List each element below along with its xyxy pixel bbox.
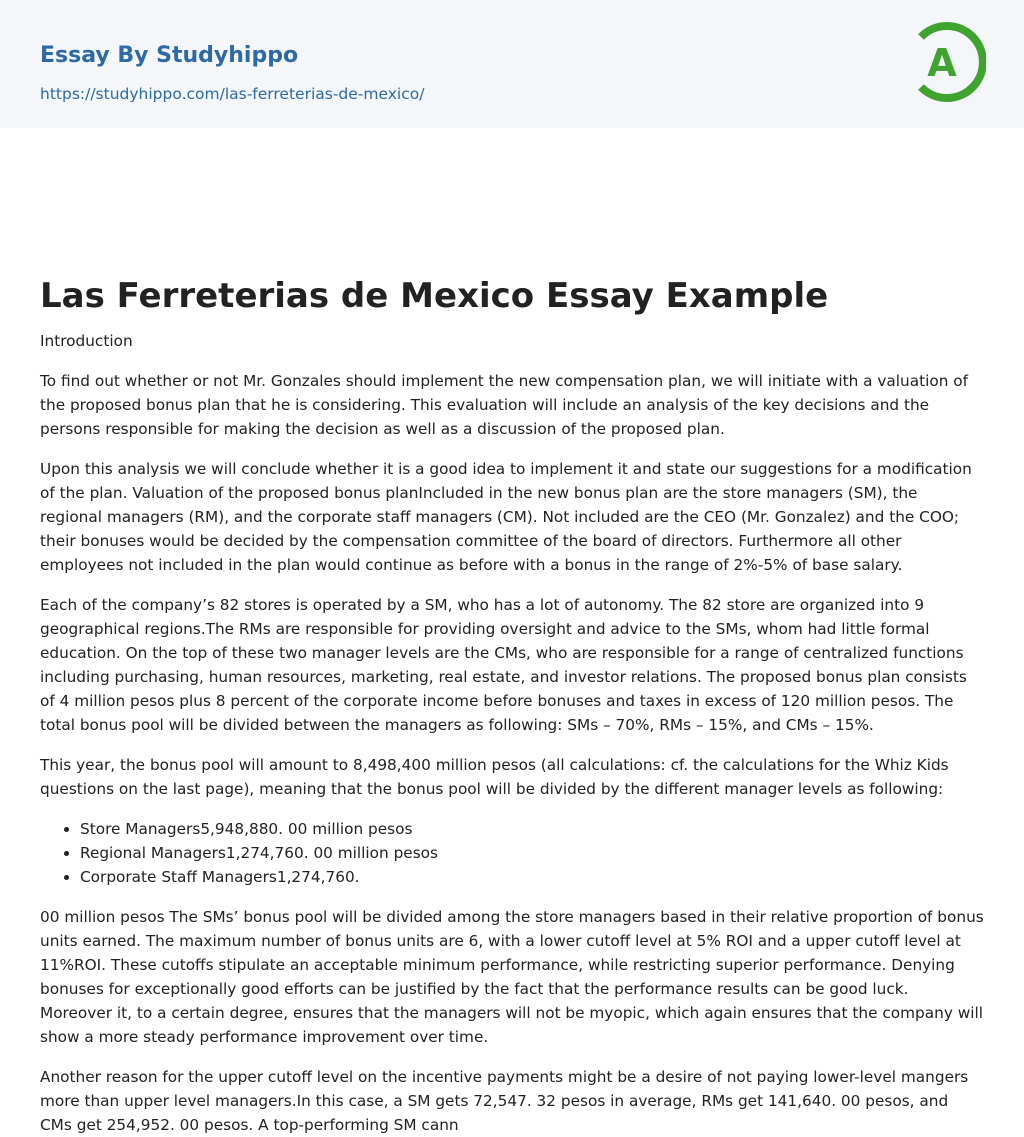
brand-title[interactable]: Essay By Studyhippo [40, 43, 299, 68]
source-url-link[interactable]: https://studyhippo.com/las-ferreterias-de-mexico/ [40, 85, 425, 103]
paragraph-6: Another reason for the upper cutoff level on the incentive payments might be a desire of not paying lower-level mangers more than upper level managers.In this case, a SM gets 72,547. 32 pesos in average, RMs get 141,640. 00 pesos, and CMs get 254,952. 00 pesos. A top-performing SM cann [40, 1068, 969, 1134]
site-header [0, 0, 1024, 128]
studyhippo-logo-icon[interactable] [914, 18, 986, 106]
paragraph-5: 00 million pesos The SMs’ bonus pool will be divided among the store managers based in their relative proportion of bonus units earned. The maximum number of bonus units are 6, with a lower cutoff level at 5% ROI and a upper cutoff level at 11%ROI. These cutoffs stipulate an acceptable minimum performance, while restricting superior performance. Denying bonuses for exceptionally good efforts can be justified by the fact that the performance results can be good luck. Moreover it, to a certain degree, ensures that the managers will not be myopic, which again ensures that the company will show a more steady performance improvement over time. [40, 908, 984, 1046]
logo-letter: A [927, 41, 957, 85]
bonus-pool-list [40, 817, 984, 889]
paragraph-4: This year, the bonus pool will amount to 8,498,400 million pesos (all calculations: cf. the calculations for the Whiz Kids questions on the last page), meaning that the bonus pool will be divided by the different manager levels as following: [40, 756, 949, 798]
section-heading-introduction: Introduction [40, 332, 133, 350]
paragraph-1: To find out whether or not Mr. Gonzales should implement the new compensation plan, we will initiate with a valuation of the proposed bonus plan that he is considering. This evaluation will include an analysis of the key decisions and the persons responsible for making the decision as well as a discussion of the proposed plan. [40, 372, 969, 438]
paragraph-2: Upon this analysis we will conclude whether it is a good idea to implement it and state our suggestions for a modification of the plan. Valuation of the proposed bonus planIncluded in the new bonus plan are the store managers (SM), the regional managers (RM), and the corporate staff managers (CM). Not included are the CEO (Mr. Gonzalez) and the COO; their bonuses would be decided by the compensation committee of the board of directors. Furthermore all other employees not included in the plan would continue as before with a bonus in the range of 2%-5% of base salary. [40, 460, 972, 574]
paragraph-3: Each of the company’s 82 stores is operated by a SM, who has a lot of autonomy. The 82 store are organized into 9 geographical regions.The RMs are responsible for providing oversight and advice to the SMs, whom had little formal education. On the top of these two manager levels are the CMs, who are responsible for a range of centralized functions including purchasing, human resources, marketing, real estate, and investor relations. The proposed bonus plan consists of 4 million pesos plus 8 percent of the corporate income before bonuses and taxes in excess of 120 million pesos. The total bonus pool will be divided between the managers as following: SMs – 70%, RMs – 15%, and CMs – 15%. [40, 596, 967, 734]
essay-content [0, 128, 1024, 1137]
page-title: Las Ferreterias de Mexico Essay Example [40, 276, 829, 316]
list-item: • Store Managers5,948,880. 00 million pesos [80, 817, 984, 841]
list-item: • Corporate Staff Managers1,274,760. [80, 865, 984, 889]
list-item: • Regional Managers1,274,760. 00 million pesos [80, 841, 984, 865]
